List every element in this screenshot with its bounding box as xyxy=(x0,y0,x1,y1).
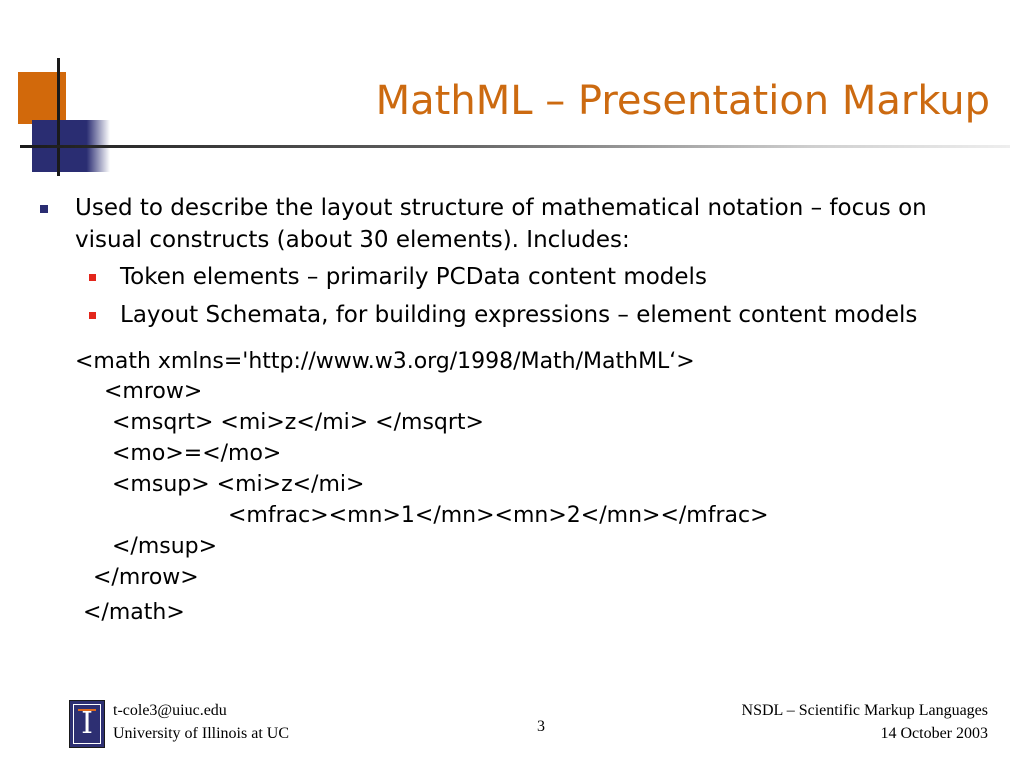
code-line: </msup> xyxy=(112,534,218,559)
code-line: </mrow> xyxy=(93,565,199,590)
decoration-vertical-line xyxy=(57,58,60,176)
slide-content xyxy=(40,192,1000,334)
code-line: <mo>=</mo> xyxy=(112,441,282,466)
footer-email: t-cole3@uiuc.edu xyxy=(113,702,227,719)
square-bullet-icon xyxy=(89,274,96,281)
square-bullet-icon xyxy=(89,312,96,319)
logo-letter: I xyxy=(81,706,93,741)
square-bullet-icon xyxy=(40,205,48,213)
sub-bullet-item xyxy=(40,296,1000,334)
bullet-item xyxy=(40,192,1000,256)
footer-conference: NSDL – Scientific Markup Languages xyxy=(741,702,988,719)
code-block xyxy=(0,348,1000,638)
code-line: <math xmlns='http://www.w3.org/1998/Math/MathML‘> xyxy=(75,349,695,374)
page-number: 3 xyxy=(537,718,545,735)
slide-title: MathML – Presentation Markup xyxy=(375,78,990,124)
sub-bullet-text: Token elements – primarily PCData content models xyxy=(120,264,707,290)
code-line: <mrow> xyxy=(104,379,203,404)
university-logo-icon xyxy=(69,700,105,748)
code-line: <msqrt> <mi>z</mi> </msqrt> xyxy=(112,410,484,435)
decoration-horizontal-line xyxy=(20,145,1010,148)
footer-date: 14 October 2003 xyxy=(880,725,988,742)
code-line: <mfrac><mn>1</mn><mn>2</mn></mfrac> xyxy=(228,503,769,528)
code-line: </math> xyxy=(83,600,185,625)
bullet-text: Used to describe the layout structure of mathematical notation – focus on visual constructs (about 30 elements). Includes: xyxy=(75,195,927,253)
footer-institution: University of Illinois at UC xyxy=(113,725,289,742)
sub-bullet-item xyxy=(40,258,1000,296)
code-line: <msup> <mi>z</mi> xyxy=(112,472,365,497)
sub-bullet-text: Layout Schemata, for building expressions – element content models xyxy=(120,302,918,328)
